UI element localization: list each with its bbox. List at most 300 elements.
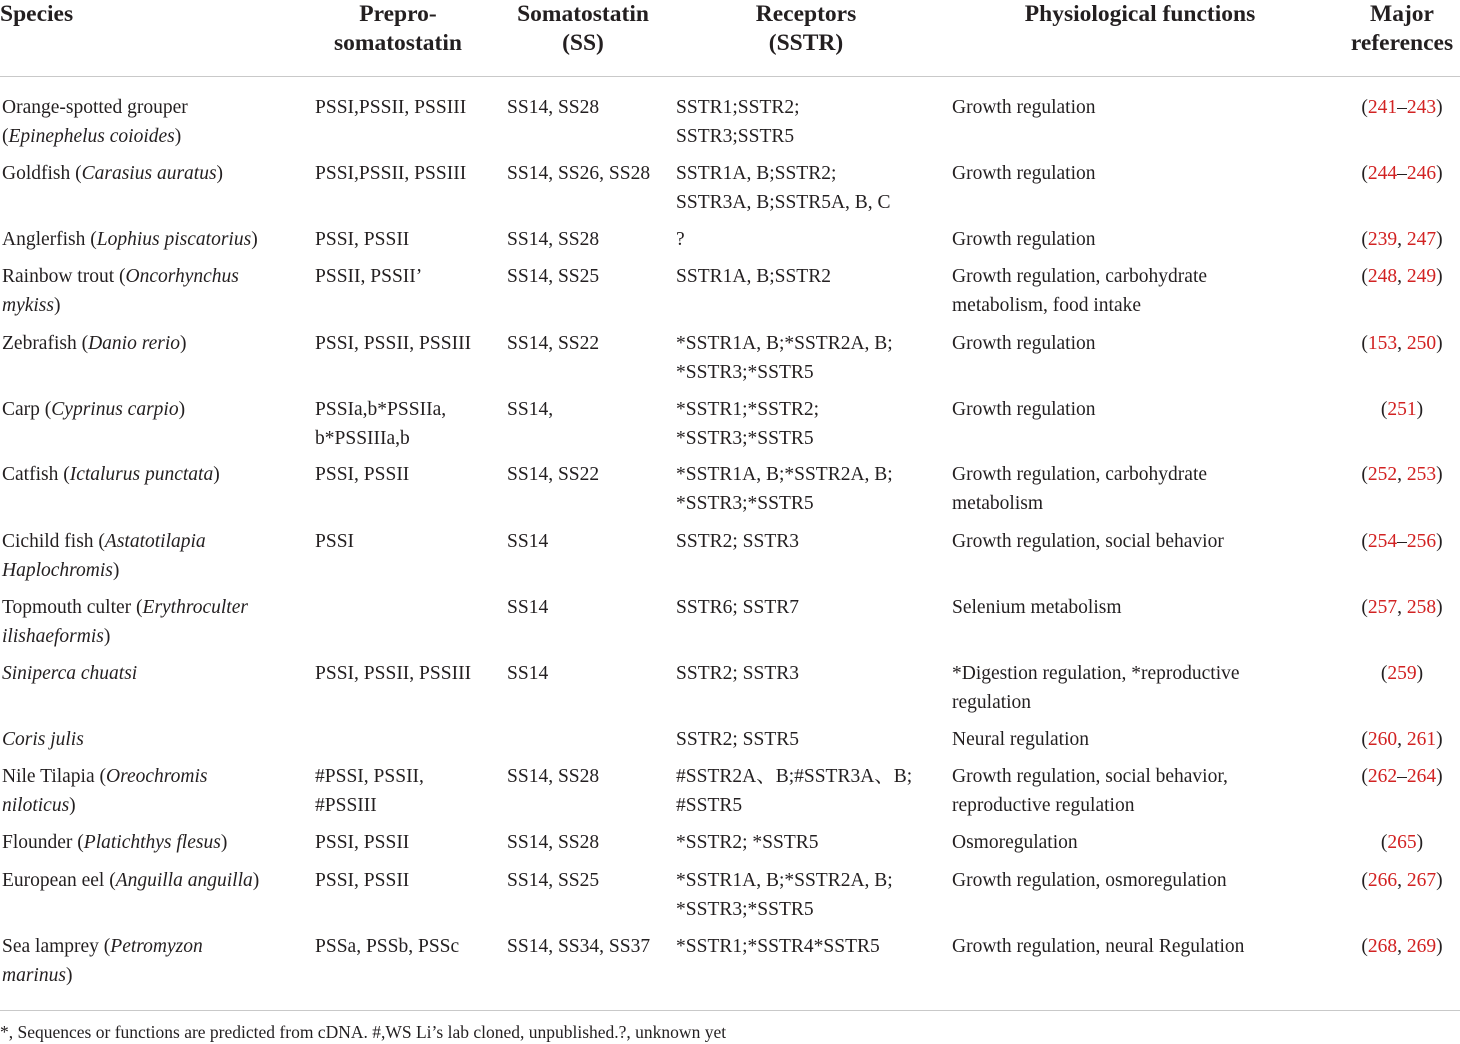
species-line bbox=[2, 123, 188, 152]
species-line bbox=[2, 726, 84, 755]
functions-line: Growth regulation, social behavior, bbox=[952, 766, 1228, 787]
species-common-name: ) bbox=[252, 870, 260, 891]
cell-ss bbox=[507, 867, 599, 896]
cell-ss bbox=[507, 94, 599, 123]
species-common-name: Rainbow trout ( bbox=[2, 266, 126, 287]
cell-references bbox=[1340, 396, 1460, 425]
prepro-line: PSSI,PSSII, PSSIII bbox=[315, 163, 467, 184]
functions-line: Growth regulation, carbohydrate bbox=[952, 464, 1208, 485]
cell-functions bbox=[952, 396, 1096, 425]
ss-line: SS14, SS25 bbox=[507, 870, 600, 891]
species-line bbox=[2, 557, 206, 586]
reference-separator: , bbox=[1397, 729, 1407, 750]
species-scientific-name: marinus bbox=[2, 964, 66, 986]
ref-open-paren: ( bbox=[1361, 531, 1368, 552]
cell-species bbox=[2, 94, 188, 151]
cell-functions bbox=[952, 660, 1240, 717]
cell-references bbox=[1340, 867, 1460, 896]
functions-line: Growth regulation bbox=[952, 333, 1096, 354]
cell-references bbox=[1340, 330, 1460, 359]
species-common-name: ( bbox=[2, 125, 9, 147]
species-scientific-name: Cyprinus carpio bbox=[51, 399, 179, 420]
cell-sstr bbox=[676, 94, 800, 151]
cell-sstr bbox=[676, 330, 893, 387]
functions-line: Growth regulation bbox=[952, 399, 1096, 420]
cell-ss bbox=[507, 160, 650, 189]
ref-close-paren: ) bbox=[1436, 729, 1443, 750]
reference-separator: – bbox=[1397, 766, 1407, 787]
cell-ss bbox=[507, 330, 599, 359]
header-species-label: Species bbox=[0, 1, 74, 27]
reference-link[interactable]: 257 bbox=[1367, 597, 1398, 618]
table-header bbox=[0, 0, 1460, 76]
sstr-line: #SSTR2A、B;#SSTR3A、B; bbox=[676, 766, 913, 787]
ref-open-paren: ( bbox=[1380, 399, 1388, 420]
reference-link[interactable]: 264 bbox=[1406, 766, 1437, 787]
ref-close-paren: ) bbox=[1436, 229, 1443, 250]
cell-sstr bbox=[676, 528, 799, 557]
ref-open-paren: ( bbox=[1361, 97, 1368, 118]
cell-species bbox=[2, 461, 220, 490]
prepro-line: b*PSSIIIa,b bbox=[315, 427, 410, 449]
reference-link[interactable]: 252 bbox=[1367, 464, 1398, 485]
cell-functions bbox=[952, 330, 1096, 359]
cell-references bbox=[1340, 660, 1460, 689]
ref-open-paren: ( bbox=[1380, 663, 1388, 684]
cell-prepro bbox=[315, 94, 466, 123]
cell-prepro bbox=[315, 160, 466, 189]
sstr-line: *SSTR1;*SSTR4*SSTR5 bbox=[676, 936, 880, 957]
species-common-name: ) bbox=[220, 832, 228, 853]
sstr-line: *SSTR1A, B;*SSTR2A, B; bbox=[676, 333, 893, 354]
cell-functions bbox=[952, 226, 1096, 255]
reference-separator: – bbox=[1397, 163, 1407, 184]
reference-separator: , bbox=[1397, 597, 1407, 618]
header-functions-label: Physiological functions bbox=[1024, 1, 1256, 27]
cell-functions bbox=[952, 867, 1227, 896]
species-common-name: ) bbox=[112, 559, 120, 581]
species-line bbox=[2, 660, 137, 689]
species-line bbox=[2, 623, 248, 652]
prepro-line: PSSI, PSSII bbox=[315, 832, 410, 853]
reference-link[interactable]: 253 bbox=[1406, 464, 1437, 485]
cell-sstr bbox=[676, 660, 799, 689]
sstr-line: #SSTR5 bbox=[676, 794, 743, 816]
reference-link[interactable]: 244 bbox=[1367, 163, 1398, 184]
cell-prepro bbox=[315, 528, 354, 557]
reference-separator: – bbox=[1397, 97, 1407, 118]
species-scientific-name: Petromyzon bbox=[110, 936, 203, 957]
cell-references bbox=[1340, 933, 1460, 962]
ss-line: SS14 bbox=[507, 663, 549, 684]
cell-sstr bbox=[676, 226, 685, 255]
species-scientific-name: Carasius auratus bbox=[81, 163, 217, 184]
cell-references bbox=[1340, 528, 1460, 557]
cell-species bbox=[2, 330, 187, 359]
cell-prepro bbox=[315, 763, 424, 820]
ref-open-paren: ( bbox=[1380, 832, 1388, 853]
cell-sstr bbox=[676, 867, 893, 924]
cell-ss bbox=[507, 829, 599, 858]
ref-close-paren: ) bbox=[1436, 333, 1443, 354]
species-common-name: Cichild fish ( bbox=[2, 531, 105, 552]
cell-sstr bbox=[676, 160, 891, 217]
cell-references bbox=[1340, 594, 1460, 623]
species-common-name: ) bbox=[216, 163, 224, 184]
reference-link[interactable]: 249 bbox=[1406, 266, 1437, 287]
species-scientific-name: mykiss bbox=[2, 294, 54, 316]
species-line bbox=[2, 160, 223, 189]
cell-species bbox=[2, 867, 259, 896]
reference-link[interactable]: 241 bbox=[1367, 97, 1398, 118]
sstr-line: SSTR3A, B;SSTR5A, B, C bbox=[676, 191, 891, 213]
table-footnote: *, Sequences or functions are predicted from cDNA. #,WS Li’s lab cloned, unpublished.?, unknown yet bbox=[0, 1022, 727, 1042]
cell-ss bbox=[507, 660, 548, 689]
sstr-line: *SSTR1;*SSTR2; bbox=[676, 399, 820, 420]
ref-open-paren: ( bbox=[1361, 464, 1368, 485]
reference-separator: , bbox=[1397, 229, 1407, 250]
reference-link[interactable]: 254 bbox=[1367, 531, 1398, 552]
species-scientific-name: Lophius piscatorius bbox=[96, 229, 252, 250]
prepro-line: PSSI, PSSII bbox=[315, 229, 410, 250]
header-somato-line1: Somatostatin bbox=[517, 1, 649, 27]
cell-sstr bbox=[676, 763, 912, 820]
functions-line: Growth regulation bbox=[952, 97, 1096, 118]
functions-line: Growth regulation, osmoregulation bbox=[952, 870, 1227, 891]
reference-link[interactable]: 258 bbox=[1406, 597, 1437, 618]
cell-references bbox=[1340, 226, 1460, 255]
cell-species bbox=[2, 763, 207, 820]
species-common-name: Sea lamprey ( bbox=[2, 936, 111, 957]
sstr-line: SSTR6; SSTR7 bbox=[676, 597, 800, 618]
ref-close-paren: ) bbox=[1436, 597, 1443, 618]
species-common-name: European eel ( bbox=[2, 870, 116, 891]
header-prepro-line1: Prepro- bbox=[359, 1, 437, 27]
sstr-line: *SSTR3;*SSTR5 bbox=[676, 492, 814, 514]
species-line bbox=[2, 226, 258, 255]
ss-line: SS14 bbox=[507, 531, 549, 552]
cell-ss bbox=[507, 763, 599, 792]
species-scientific-name: Oreochromis bbox=[106, 766, 208, 787]
ss-line: SS14, SS28 bbox=[507, 229, 600, 250]
reference-link[interactable]: 267 bbox=[1406, 870, 1437, 891]
header-preprosomatostatin bbox=[320, 0, 476, 58]
header-rule bbox=[0, 76, 1460, 77]
species-common-name: ) bbox=[174, 125, 182, 147]
species-common-name: ) bbox=[213, 464, 220, 485]
species-common-name: ) bbox=[180, 333, 187, 354]
species-line bbox=[2, 263, 239, 292]
cell-references bbox=[1340, 160, 1460, 189]
prepro-line: #PSSI, PSSII, bbox=[315, 766, 424, 787]
ref-open-paren: ( bbox=[1361, 729, 1368, 750]
cell-ss bbox=[507, 263, 599, 292]
ref-open-paren: ( bbox=[1361, 936, 1368, 957]
sstr-line: ? bbox=[676, 229, 685, 250]
species-common-name: Nile Tilapia ( bbox=[2, 766, 107, 787]
species-common-name: Topmouth culter ( bbox=[2, 597, 143, 618]
functions-line: Growth regulation bbox=[952, 229, 1096, 250]
ss-line: SS14, SS28 bbox=[507, 766, 600, 787]
ref-close-paren: ) bbox=[1436, 936, 1443, 957]
species-scientific-name: Danio rerio bbox=[88, 333, 180, 354]
cell-functions bbox=[952, 528, 1224, 557]
sstr-line: *SSTR2; *SSTR5 bbox=[676, 832, 819, 853]
functions-line: metabolism bbox=[952, 492, 1043, 514]
functions-line: Growth regulation bbox=[952, 163, 1096, 184]
ss-line: SS14, SS34, SS37 bbox=[507, 936, 651, 957]
cell-prepro bbox=[315, 263, 422, 292]
functions-line: reproductive regulation bbox=[952, 794, 1135, 816]
reference-link[interactable]: 265 bbox=[1387, 832, 1417, 853]
header-receptors-line1: Receptors bbox=[755, 1, 857, 27]
species-common-name: ) bbox=[103, 625, 111, 647]
ref-close-paren: ) bbox=[1416, 399, 1424, 420]
ss-line: SS14, SS28 bbox=[507, 97, 600, 118]
cell-references bbox=[1340, 763, 1460, 792]
species-scientific-name: Haplochromis bbox=[2, 559, 113, 581]
species-common-name: ) bbox=[178, 399, 186, 420]
species-scientific-name: Oncorhynchus bbox=[125, 266, 239, 287]
species-scientific-name: Platichthys flesus bbox=[83, 832, 221, 853]
ref-open-paren: ( bbox=[1361, 266, 1368, 287]
cell-species bbox=[2, 726, 84, 755]
cell-functions bbox=[952, 763, 1228, 820]
ref-close-paren: ) bbox=[1436, 870, 1443, 891]
ss-line: SS14, SS22 bbox=[507, 333, 600, 354]
cell-prepro bbox=[315, 867, 409, 896]
cell-sstr bbox=[676, 829, 819, 858]
cell-references bbox=[1340, 461, 1460, 490]
reference-separator: , bbox=[1397, 266, 1407, 287]
reference-link[interactable]: 153 bbox=[1367, 333, 1398, 354]
ref-open-paren: ( bbox=[1361, 870, 1368, 891]
species-common-name: Orange-spotted grouper bbox=[2, 97, 188, 118]
cell-species bbox=[2, 594, 248, 651]
cell-prepro bbox=[315, 396, 446, 453]
header-refs-line2: references bbox=[1350, 30, 1454, 56]
cell-species bbox=[2, 396, 185, 425]
ref-open-paren: ( bbox=[1361, 333, 1368, 354]
sstr-line: SSTR1A, B;SSTR2; bbox=[676, 163, 837, 184]
reference-link[interactable]: 259 bbox=[1387, 663, 1417, 684]
header-receptors bbox=[726, 0, 886, 58]
functions-line: metabolism, food intake bbox=[952, 294, 1142, 316]
species-line bbox=[2, 962, 203, 991]
reference-separator: , bbox=[1397, 870, 1407, 891]
reference-link[interactable]: 243 bbox=[1406, 97, 1437, 118]
species-scientific-name: ilishaeformis bbox=[2, 625, 104, 647]
ss-line: SS14, bbox=[507, 399, 554, 420]
prepro-line: PSSII, PSSII’ bbox=[315, 266, 423, 287]
cell-sstr bbox=[676, 594, 799, 623]
sstr-line: *SSTR3;*SSTR5 bbox=[676, 361, 814, 383]
species-scientific-name: Erythroculter bbox=[142, 597, 248, 618]
reference-link[interactable]: 250 bbox=[1406, 333, 1437, 354]
cell-references bbox=[1340, 94, 1460, 123]
cell-ss bbox=[507, 461, 599, 490]
cell-prepro bbox=[315, 461, 409, 490]
species-line bbox=[2, 330, 187, 359]
reference-link[interactable]: 260 bbox=[1367, 729, 1398, 750]
cell-species bbox=[2, 660, 137, 689]
sstr-line: *SSTR3;*SSTR5 bbox=[676, 898, 814, 920]
species-common-name: ) bbox=[65, 964, 73, 986]
functions-line: *Digestion regulation, *reproductive bbox=[952, 663, 1240, 684]
cell-functions bbox=[952, 726, 1089, 755]
cell-functions bbox=[952, 160, 1096, 189]
functions-line: regulation bbox=[952, 691, 1032, 713]
cell-sstr bbox=[676, 933, 880, 962]
prepro-line: PSSI, PSSII, PSSIII bbox=[315, 663, 472, 684]
cell-species bbox=[2, 829, 227, 858]
reference-link[interactable]: 239 bbox=[1367, 229, 1398, 250]
functions-line: Osmoregulation bbox=[952, 832, 1078, 853]
reference-separator: , bbox=[1397, 464, 1407, 485]
species-common-name: Flounder ( bbox=[2, 832, 84, 853]
cell-prepro bbox=[315, 829, 409, 858]
functions-line: Growth regulation, carbohydrate bbox=[952, 266, 1208, 287]
sstr-line: SSTR1;SSTR2; bbox=[676, 97, 800, 118]
species-line bbox=[2, 461, 220, 490]
cell-ss bbox=[507, 396, 553, 425]
sstr-line: *SSTR1A, B;*SSTR2A, B; bbox=[676, 870, 893, 891]
ref-close-paren: ) bbox=[1416, 832, 1424, 853]
prepro-line: #PSSIII bbox=[315, 794, 377, 816]
reference-link[interactable]: 251 bbox=[1387, 399, 1417, 420]
header-somato-line2: (SS) bbox=[562, 30, 604, 56]
cell-prepro bbox=[315, 933, 459, 962]
functions-line: Neural regulation bbox=[952, 729, 1089, 750]
species-common-name: Carp ( bbox=[2, 399, 52, 420]
cell-ss bbox=[507, 226, 599, 255]
reference-separator: , bbox=[1397, 333, 1407, 354]
ref-close-paren: ) bbox=[1436, 531, 1443, 552]
species-scientific-name: niloticus bbox=[2, 794, 70, 816]
cell-functions bbox=[952, 461, 1207, 518]
cell-references bbox=[1340, 263, 1460, 292]
cell-species bbox=[2, 933, 203, 990]
header-species bbox=[0, 0, 73, 29]
cell-sstr bbox=[676, 396, 819, 453]
sstr-line: SSTR2; SSTR5 bbox=[676, 729, 800, 750]
ss-line: SS14 bbox=[507, 597, 549, 618]
sstr-line: SSTR1A, B;SSTR2 bbox=[676, 266, 831, 287]
prepro-line: PSSI, PSSII bbox=[315, 464, 410, 485]
ref-close-paren: ) bbox=[1436, 163, 1443, 184]
ss-line: SS14, SS22 bbox=[507, 464, 600, 485]
cell-functions bbox=[952, 263, 1207, 320]
cell-functions bbox=[952, 829, 1078, 858]
reference-link[interactable]: 247 bbox=[1406, 229, 1437, 250]
species-common-name: Zebrafish ( bbox=[2, 333, 89, 354]
ref-open-paren: ( bbox=[1361, 163, 1368, 184]
cell-sstr bbox=[676, 263, 831, 292]
ss-line: SS14, SS26, SS28 bbox=[507, 163, 651, 184]
species-scientific-name: Epinephelus coioides bbox=[8, 125, 175, 147]
species-scientific-name: Coris julis bbox=[2, 729, 84, 750]
cell-species bbox=[2, 528, 206, 585]
reference-link[interactable]: 266 bbox=[1367, 870, 1398, 891]
bottom-rule bbox=[0, 1010, 1460, 1011]
cell-prepro bbox=[315, 226, 409, 255]
species-common-name: ) bbox=[69, 794, 76, 816]
ref-open-paren: ( bbox=[1361, 229, 1368, 250]
cell-ss bbox=[507, 594, 548, 623]
cell-species bbox=[2, 263, 239, 320]
species-common-name: Catfish ( bbox=[2, 464, 70, 485]
prepro-line: PSSI, PSSII bbox=[315, 870, 410, 891]
header-physiological-functions bbox=[990, 0, 1290, 29]
sstr-line: SSTR2; SSTR3 bbox=[676, 531, 800, 552]
species-line bbox=[2, 94, 188, 123]
cell-sstr bbox=[676, 461, 893, 518]
sstr-line: SSTR2; SSTR3 bbox=[676, 663, 800, 684]
functions-line: Selenium metabolism bbox=[952, 597, 1122, 618]
cell-functions bbox=[952, 594, 1122, 623]
cell-references bbox=[1340, 829, 1460, 858]
cell-prepro bbox=[315, 660, 471, 689]
cell-prepro bbox=[315, 330, 471, 359]
reference-link[interactable]: 262 bbox=[1367, 766, 1398, 787]
ss-line: SS14, SS25 bbox=[507, 266, 600, 287]
reference-link[interactable]: 261 bbox=[1406, 729, 1437, 750]
ref-close-paren: ) bbox=[1436, 464, 1443, 485]
cell-functions bbox=[952, 933, 1244, 962]
sstr-line: *SSTR3;*SSTR5 bbox=[676, 427, 814, 449]
header-somatostatin bbox=[500, 0, 666, 58]
prepro-line: PSSI,PSSII, PSSIII bbox=[315, 97, 467, 118]
header-refs-line1: Major bbox=[1370, 1, 1434, 27]
cell-sstr bbox=[676, 726, 799, 755]
reference-link[interactable]: 256 bbox=[1406, 531, 1437, 552]
header-major-references bbox=[1340, 0, 1460, 58]
species-scientific-name: Siniperca chuatsi bbox=[2, 663, 138, 684]
species-line bbox=[2, 763, 207, 792]
ref-open-paren: ( bbox=[1361, 766, 1368, 787]
header-prepro-line2: somatostatin bbox=[334, 30, 462, 56]
species-line bbox=[2, 528, 206, 557]
prepro-line: PSSI, PSSII, PSSIII bbox=[315, 333, 472, 354]
cell-species bbox=[2, 160, 223, 189]
species-common-name: ) bbox=[251, 229, 258, 250]
reference-separator: – bbox=[1397, 531, 1407, 552]
reference-link[interactable]: 268 bbox=[1367, 936, 1398, 957]
species-common-name: Goldfish ( bbox=[2, 163, 82, 184]
ref-close-paren: ) bbox=[1436, 266, 1443, 287]
species-line bbox=[2, 829, 227, 858]
species-line bbox=[2, 867, 259, 896]
species-line bbox=[2, 396, 185, 425]
reference-link[interactable]: 269 bbox=[1406, 936, 1437, 957]
species-scientific-name: Astatotilapia bbox=[104, 531, 206, 552]
reference-separator: , bbox=[1397, 936, 1407, 957]
functions-line: Growth regulation, social behavior bbox=[952, 531, 1224, 552]
species-common-name: Anglerfish ( bbox=[2, 229, 97, 250]
cell-ss bbox=[507, 933, 650, 962]
reference-link[interactable]: 248 bbox=[1367, 266, 1398, 287]
ref-close-paren: ) bbox=[1416, 663, 1424, 684]
functions-line: Growth regulation, neural Regulation bbox=[952, 936, 1245, 957]
species-common-name: ) bbox=[54, 294, 61, 316]
cell-ss bbox=[507, 528, 548, 557]
reference-link[interactable]: 246 bbox=[1406, 163, 1437, 184]
species-scientific-name: Anguilla anguilla bbox=[115, 870, 253, 891]
sstr-line: *SSTR1A, B;*SSTR2A, B; bbox=[676, 464, 893, 485]
ref-open-paren: ( bbox=[1361, 597, 1368, 618]
species-scientific-name: Ictalurus punctata bbox=[69, 464, 214, 485]
sstr-line: SSTR3;SSTR5 bbox=[676, 125, 795, 147]
